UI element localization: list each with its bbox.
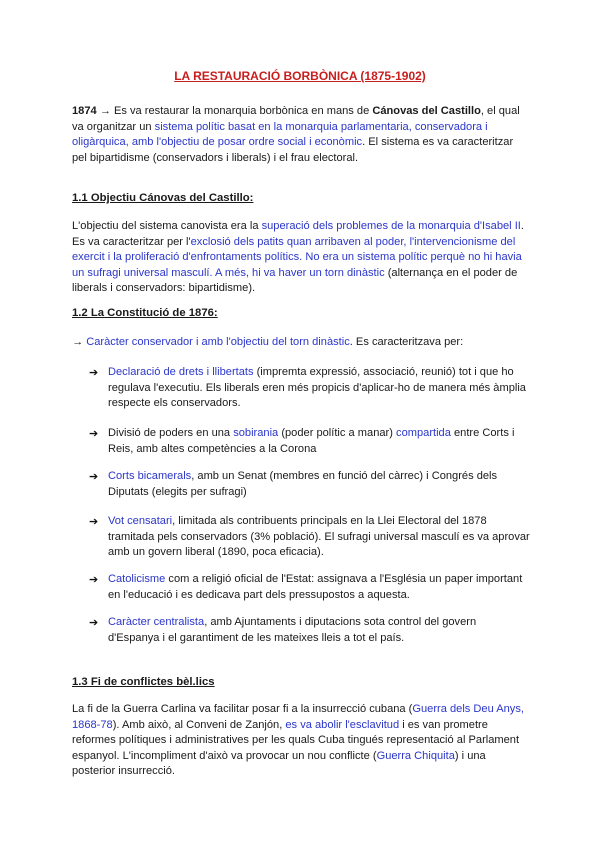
item-highlight: Caràcter centralista — [108, 616, 205, 628]
bullet-arrow-icon: ➔ — [89, 516, 99, 528]
intro-name: Cánovas del Castillo — [372, 105, 481, 117]
item-highlight: sobirania — [233, 427, 279, 439]
section-3-paragraph — [72, 702, 530, 780]
item-highlight: Corts bicamerals — [108, 470, 192, 482]
list-item — [108, 469, 530, 500]
item-highlight: Vot censatari — [108, 515, 173, 527]
list-item — [108, 426, 530, 457]
s1-highlight-1: superació dels problemes de la monarquia d'Isabel II — [261, 220, 521, 232]
intro-text-2: , el qual va organitzar un — [72, 105, 520, 133]
bullet-arrow-icon: ➔ — [89, 428, 99, 440]
item-text-post: entre Corts i Reis, amb altes competències a la Corona — [108, 427, 515, 455]
s1-text-2: . Es va caracteritzar per l' — [72, 220, 524, 248]
intro-year: 1874 — [72, 105, 97, 117]
s3-text-3: i es van prometre reformes polítiques i administratives per les quals Cuba tingués representació al Parlament espanyol. L'incompliment d'això va provocar un nou conflicte ( — [72, 718, 520, 762]
s3-text-4: ) i una posterior insurrecció. — [72, 749, 486, 778]
bullet-arrow-icon: ➔ — [89, 367, 99, 379]
s1-highlight-2: exclosió dels patits quan arribaven al poder, l'intervencionisme del exercit i la proliferació d'enfrontaments polítics. No era un sistema polític perquè no hi havia un sufragi universal masculí. A més, hi va haver un torn dinàstic — [72, 235, 522, 279]
item-text-pre: Divisió de poders en una — [108, 427, 234, 439]
bullet-arrow-icon: ➔ — [89, 471, 99, 483]
section-1-paragraph — [72, 219, 530, 297]
s3-highlight-1: Guerra dels Deu Anys, 1868-78 — [72, 703, 524, 731]
intro-text-1: Es va restaurar la monarquia borbònica en mans de — [113, 105, 373, 117]
s3-highlight-2: es va abolir l'esclavitud — [285, 718, 400, 731]
page-title: LA RESTAURACIÓ BORBÒNICA (1875-1902) — [174, 69, 426, 83]
intro-arrow: → — [96, 105, 114, 117]
item-text: , amb Ajuntaments i diputacions sota control del govern d'Espanya i el garantiment de les mateixes lleis a tot el país. — [108, 616, 477, 644]
s3-text-2: ). Amb això, al Conveni de Zanjón, — [112, 718, 286, 731]
section-3-heading: 1.3 Fi de conflictes bèl.lics — [72, 676, 215, 688]
s2-lead-rest: . Es caracteritzava per: — [349, 336, 464, 348]
list-item — [108, 615, 530, 646]
intro-text-3: . El sistema es va caracteritzar pel bipartidisme (conservadors i liberals) i el frau electoral. — [72, 136, 514, 164]
item-text: com a religió oficial de l'Estat: assignava a l'Església un paper important en l'educació i es dedicava part dels pressupostos a aquesta. — [108, 573, 523, 601]
item-text: (poder polític a manar) — [278, 427, 397, 439]
s2-lead-arrow: → — [72, 336, 87, 348]
section-2-lead — [72, 335, 530, 351]
s1-text-3: (alternança en el poder de liberals i conservadors: bipartidisme). — [72, 266, 518, 295]
bullet-arrow-icon: ➔ — [89, 617, 99, 629]
list-item — [108, 365, 530, 412]
item-highlight-2: compartida — [396, 427, 451, 439]
section-1-heading: 1.1 Objectiu Cánovas del Castillo: — [72, 192, 254, 204]
list-item — [108, 514, 530, 561]
item-text: (impremta expressió, associació, reunió) tot i que ho regulava l'executiu. Els liberals eren més propicis d'aplicar-ho de manera més àmplia respecte els conservadors. — [108, 366, 526, 410]
bullet-arrow-icon: ➔ — [89, 574, 99, 586]
s3-text-1: La fi de la Guerra Carlina va facilitar posar fi a la insurrecció cubana ( — [72, 703, 413, 715]
s2-lead-highlight: Caràcter conservador i amb l'objectiu del torn dinàstic — [86, 336, 350, 348]
intro-highlight: sistema polític basat en la monarquia parlamentaria, conservadora i oligàrquica, amb l'objectiu de posar ordre social i econòmic — [72, 120, 488, 149]
item-highlight: Declaració de drets i llibertats — [108, 366, 254, 378]
intro-paragraph — [72, 104, 530, 166]
item-text: , amb un Senat (membres en funció del càrrec) i Congrés dels Diputats (elegits per sufragi) — [108, 470, 498, 498]
list-item — [108, 572, 530, 603]
item-highlight: Catolicisme — [108, 573, 166, 585]
section-2-heading: 1.2 La Constitució de 1876: — [72, 307, 218, 319]
s1-text-1: L'objectiu del sistema canovista era la — [72, 220, 262, 232]
item-text: , limitada als contribuents principals en la Llei Electoral del 1878 tramitada pels conservadors (3% població). El sufragi universal masculí es va aprovar amb un govern liberal (1890, poca eficacia). — [108, 515, 530, 559]
s3-highlight-3: Guerra Chiquita — [376, 749, 455, 762]
